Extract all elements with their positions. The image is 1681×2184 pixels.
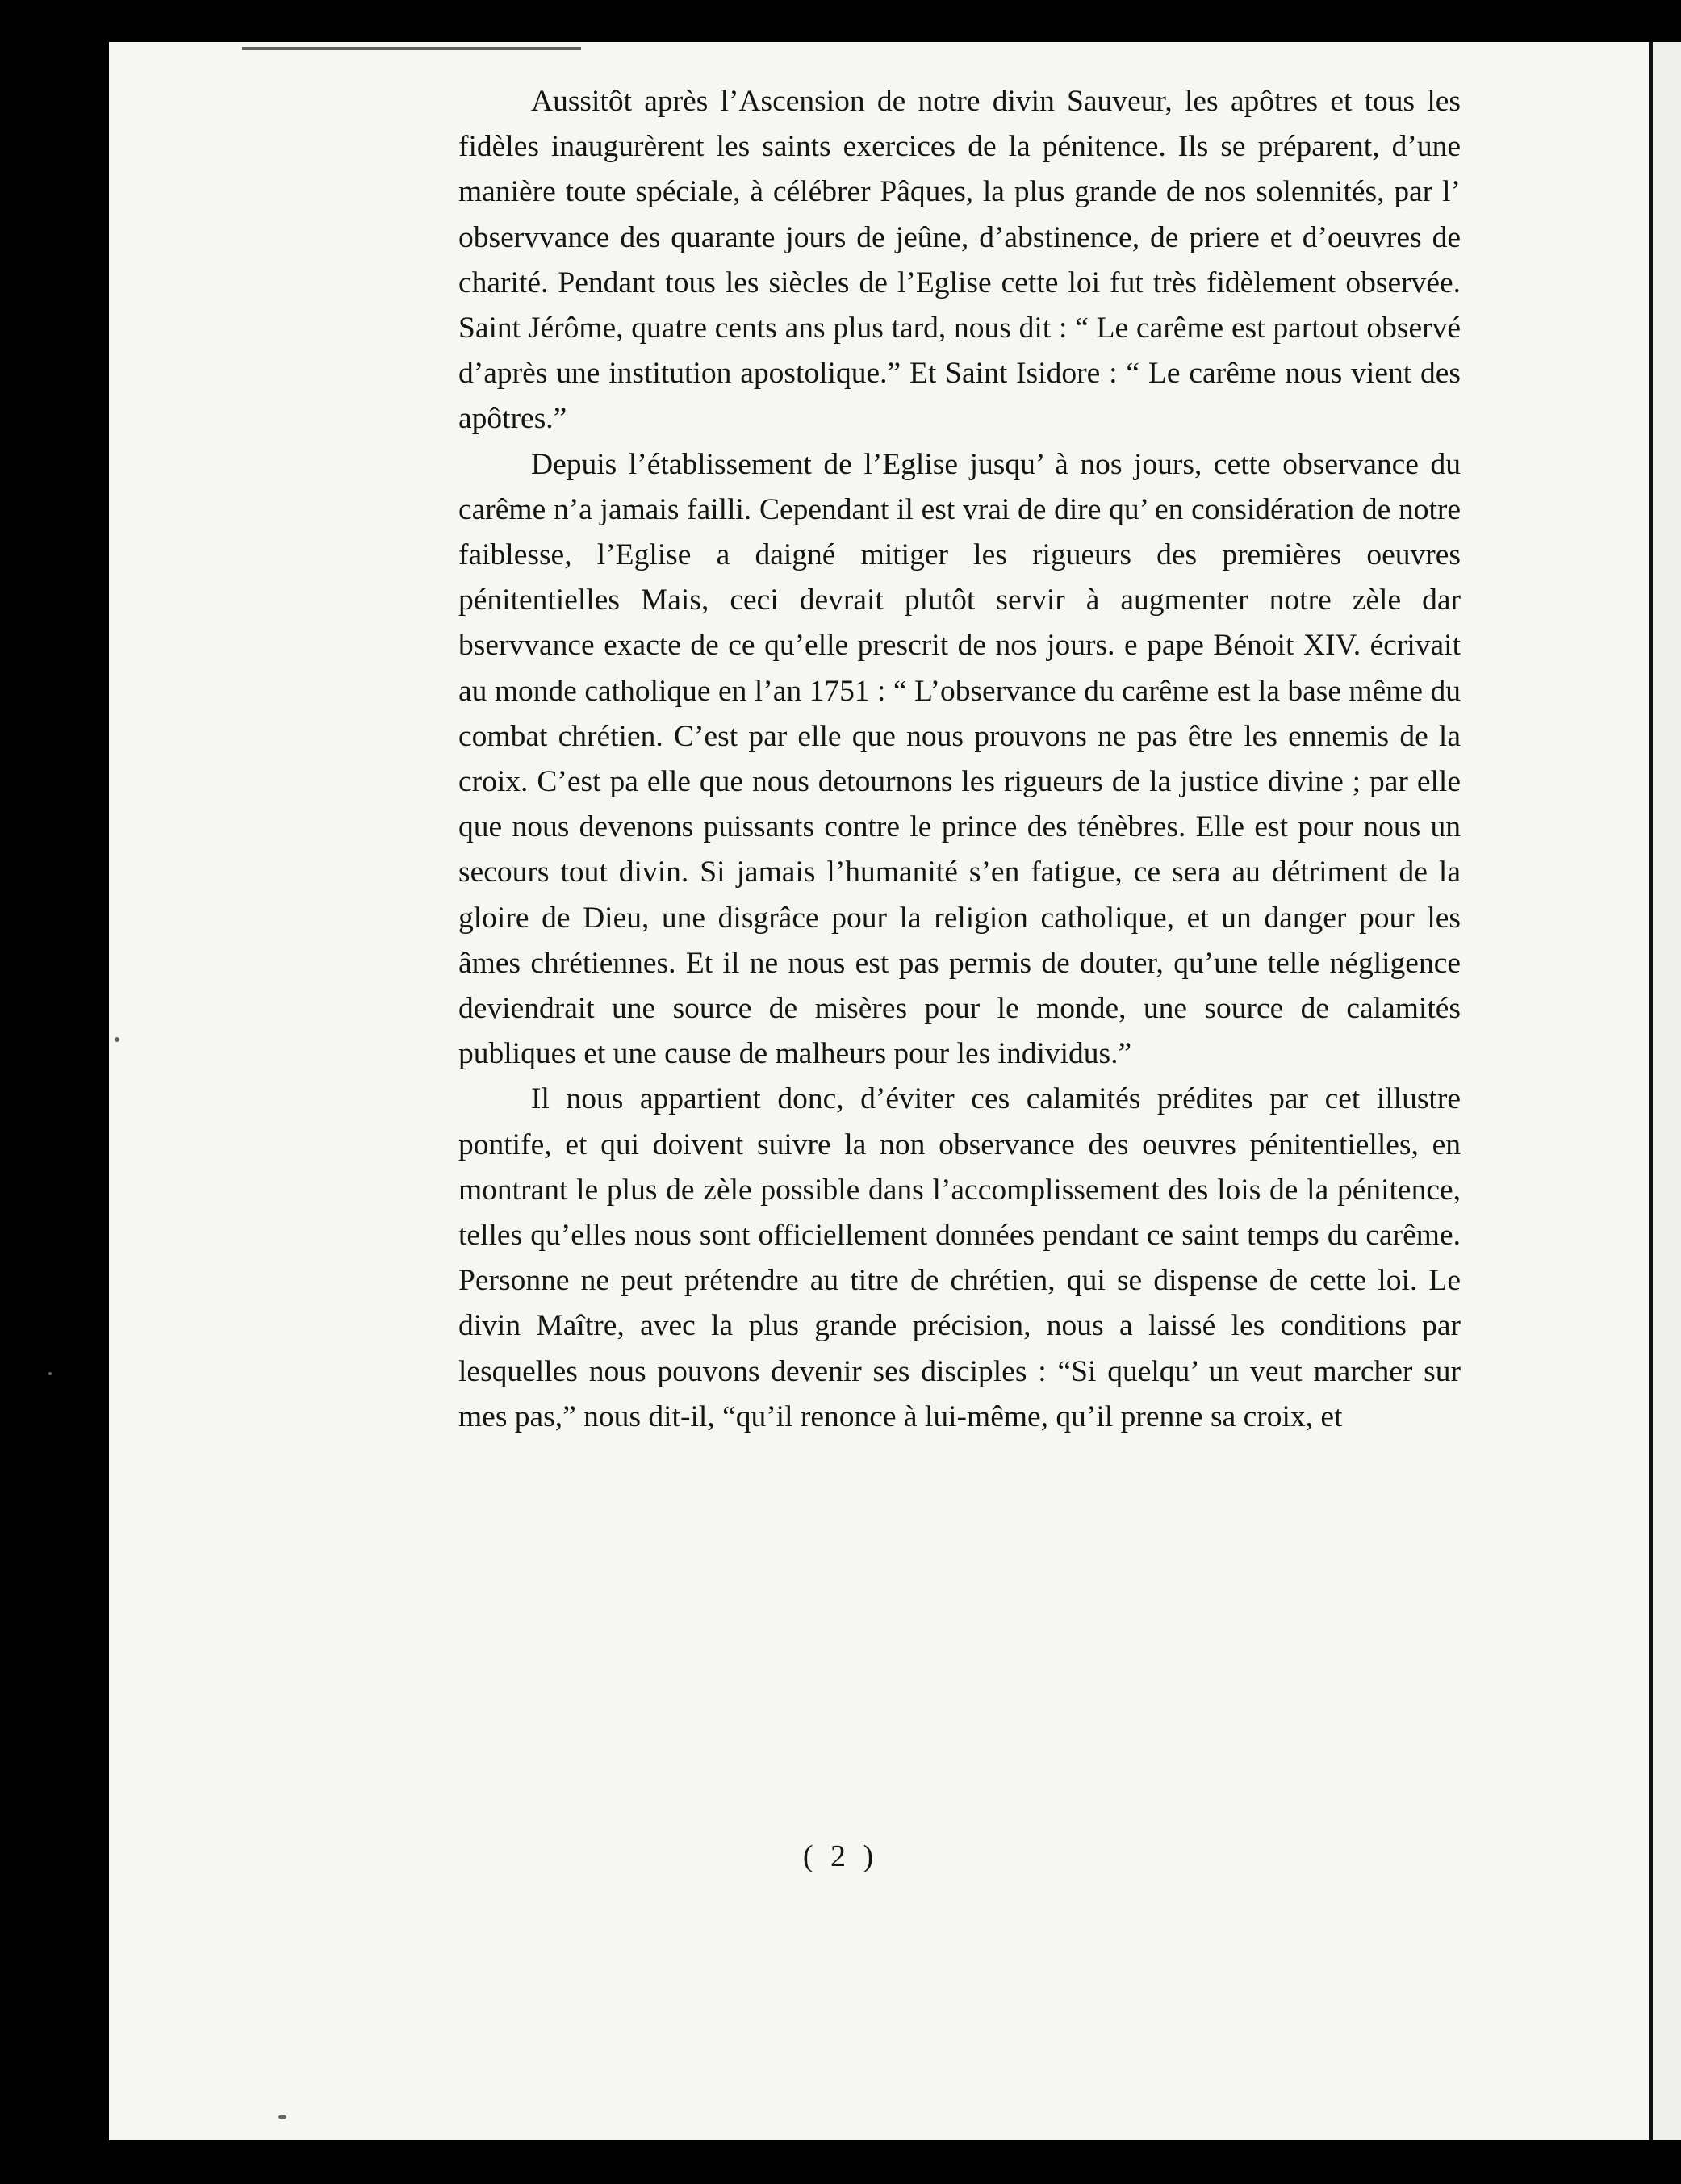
page-number: ( 2 ) — [802, 1839, 879, 1873]
adjacent-page-edge — [1653, 42, 1681, 2140]
top-rule-line — [242, 47, 581, 50]
scan-speck — [115, 1037, 119, 1042]
body-text — [458, 79, 1461, 1440]
scan-speck — [278, 2115, 286, 2119]
paragraph-1: Aussitôt après l’Ascension de notre divin Sauveur, les apôtres et tous les fidèles inaugurèrent les saints exercices de la pénitence. Ils se préparent, d’une manière toute spéciale, à célébrer Pâques, la plus grande de nos solennités, par l’ observvance des quarante jours de jeûne, d’abstinence, de priere et d’oeuvres de charité. Pendant tous les siècles de l’Eglise cette loi fut très fidèlement observée. Saint Jérôme, quatre cents ans plus tard, nous dit : “ Le carême est partout observé d’après une institution apostolique.” Et Saint Isidore : “ Le carême nous vient des apôtres.” — [458, 85, 1461, 436]
scan-speck — [48, 1372, 52, 1375]
paragraph-3: Il nous appartient donc, d’éviter ces calamités prédites par cet illustre pontife, et qui doivent suivre la non observance des oeuvres pénitentielles, en montrant le plus de zèle possible dans l’accomplissement des lois de la pénitence, telles qu’elles nous sont officiellement données pendant ce saint temps du carême. Personne ne peut prétendre au titre de chrétien, qui se dispense de cette loi. Le divin Maître, avec la plus grande précision, nous a laissé les conditions par lesquelles nous pouvons devenir ses disciples : “Si quelqu’ un veut marcher sur mes pas,” nous dit-il, “qu’il renonce à lui-même, qu’il prenne sa croix, et — [458, 1082, 1461, 1433]
paragraph-2: Depuis l’établissement de l’Eglise jusqu’ à nos jours, cette observance du carême n’a jamais failli. Cependant il est vrai de dire qu’ en considération de notre faiblesse, l’Eglise a daigné mitiger les rigueurs des premières oeuvres pénitentielles Mais, ceci devrait plutôt servir à augmenter notre zèle dar bservvance exacte de ce qu’elle prescrit de nos jours. e pape Bénoit XIV. écrivait au monde catholique en l’an 1751 : “ L’observance du carême est la base même du combat chrétien. C’est par elle que nous prouvons ne pas être les ennemis de la croix. C’est pa elle que nous detournons les rigueurs de la justice divine ; par elle que nous devenons puissants contre le prince des ténèbres. Elle est pour nous un secours tout divin. Si jamais l’humanité s’en fatigue, ce sera au détriment de la gloire de Dieu, une disgrâce pour la religion catholique, et un danger pour les âmes chrétiennes. Et il ne nous est pas permis de douter, qu’une telle négligence deviendrait une source de misères pour le monde, une source de calamités publiques et une cause de malheurs pour les individus.” — [458, 447, 1461, 1071]
